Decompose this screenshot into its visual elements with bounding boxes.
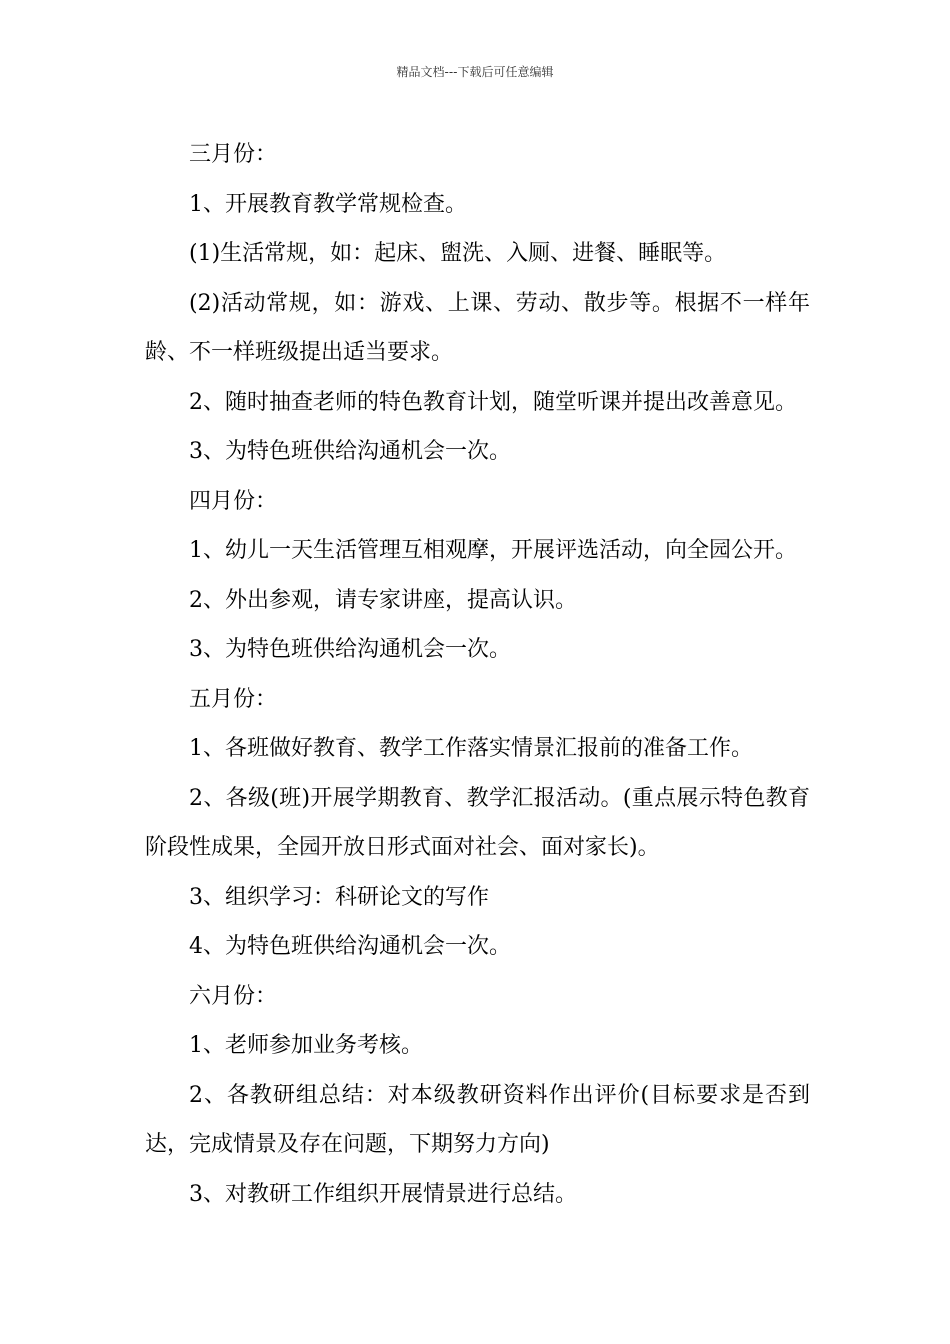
list-item: (1)生活常规，如：起床、盥洗、入厕、进餐、睡眠等。 <box>189 241 727 266</box>
list-item: 3、为特色班供给沟通机会一次。 <box>189 637 511 662</box>
list-item: 1、各班做好教育、教学工作落实情景汇报前的准备工作。 <box>189 736 753 761</box>
list-item: 2、各教研组总结：对本级教研资料作出评价(目标要求是否到达，完成情景及存在问题，下期努力方向) <box>145 1082 810 1157</box>
list-item: (2)活动常规，如：游戏、上课、劳动、散步等。根据不一样年龄、不一样班级提出适当要求。 <box>145 290 810 365</box>
list-item: 2、随时抽查老师的特色教育计划，随堂听课并提出改善意见。 <box>189 389 797 415</box>
list-item: 3、为特色班供给沟通机会一次。 <box>189 439 511 464</box>
section-heading-march: 三月份： <box>189 142 278 167</box>
list-item: 1、开展教育教学常规检查。 <box>189 191 467 217</box>
section-heading-june: 六月份： <box>189 983 278 1009</box>
list-item: 4、为特色班供给沟通机会一次。 <box>189 934 511 959</box>
list-item: 1、幼儿一天生活管理互相观摩，开展评选活动，向全园公开。 <box>189 538 797 563</box>
list-item: 1、老师参加业务考核。 <box>189 1033 423 1058</box>
list-item: 2、外出参观，请专家讲座，提高认识。 <box>189 587 577 613</box>
section-heading-april: 四月份： <box>189 488 278 514</box>
list-item: 2、各级(班)开展学期教育、教学汇报活动。(重点展示特色教育阶段性成果，全园开放日形式面对社会、面对家长)。 <box>145 785 810 860</box>
page-header: 精品文档---下载后可任意编辑 <box>396 65 554 79</box>
list-item: 3、对教研工作组织开展情景进行总结。 <box>189 1181 577 1207</box>
document-body <box>145 130 810 1219</box>
list-item: 3、组织学习：科研论文的写作 <box>189 884 489 910</box>
section-heading-may: 五月份： <box>189 686 278 712</box>
